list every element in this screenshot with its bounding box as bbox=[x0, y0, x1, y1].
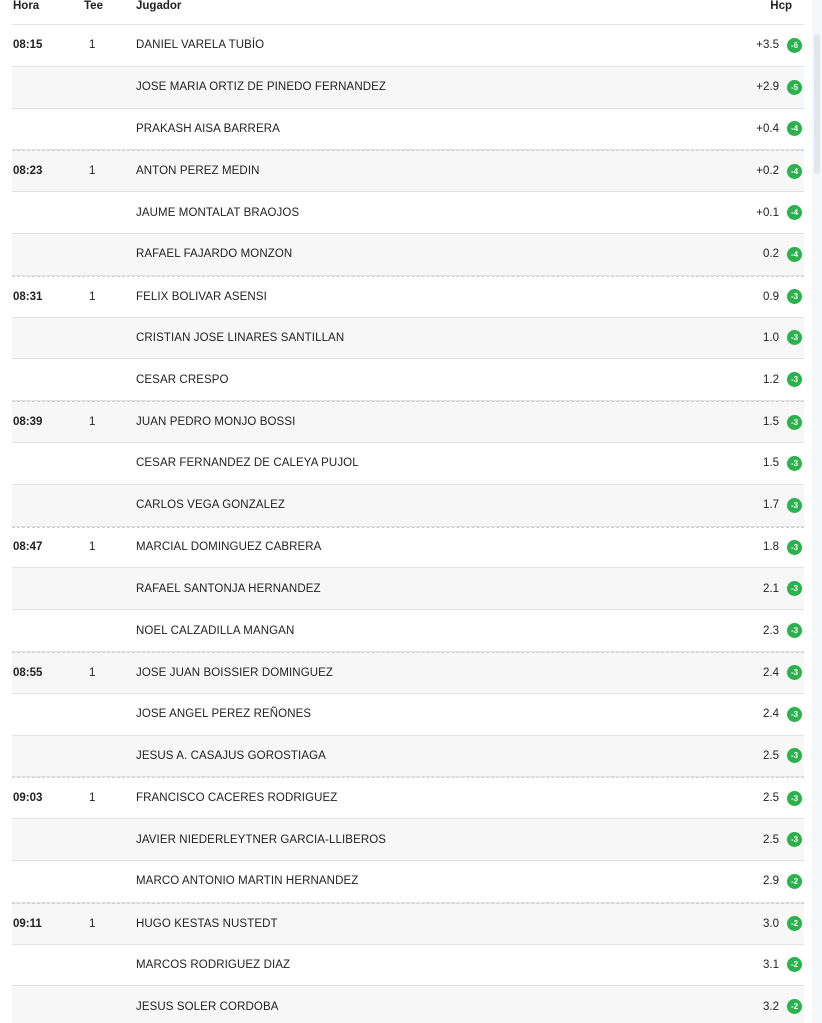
player-name: FRANCISCO CACERES RODRIGUEZ bbox=[136, 792, 338, 805]
tee-time: 08:15 bbox=[13, 39, 43, 52]
handicap-cell bbox=[714, 832, 804, 847]
playing-handicap-badge: -4 bbox=[787, 247, 802, 262]
handicap-value: +0.2 bbox=[756, 165, 779, 178]
handicap-cell bbox=[714, 247, 804, 262]
playing-handicap-badge: -3 bbox=[787, 623, 802, 638]
tee-number: 1 bbox=[89, 666, 96, 679]
tee-number: 1 bbox=[89, 416, 96, 429]
tee-time: 08:39 bbox=[13, 416, 43, 429]
handicap-value: +3.5 bbox=[756, 39, 779, 52]
handicap-value: 2.4 bbox=[763, 708, 779, 721]
handicap-cell bbox=[714, 121, 804, 136]
playing-handicap-badge: -2 bbox=[787, 957, 802, 972]
table-row[interactable] bbox=[12, 25, 804, 67]
table-row[interactable] bbox=[12, 903, 804, 945]
tee-time: 08:47 bbox=[13, 541, 43, 554]
handicap-value: 3.0 bbox=[763, 917, 779, 930]
playing-handicap-badge: -3 bbox=[787, 540, 802, 555]
playing-handicap-badge: -3 bbox=[787, 581, 802, 596]
table-row[interactable] bbox=[12, 568, 804, 610]
handicap-cell bbox=[714, 372, 804, 387]
player-name: MARCIAL DOMINGUEZ CABRERA bbox=[136, 541, 322, 554]
handicap-cell bbox=[714, 623, 804, 638]
handicap-cell bbox=[714, 999, 804, 1014]
handicap-value: +2.9 bbox=[756, 81, 779, 94]
player-name: JAUME MONTALAT BRAOJOS bbox=[136, 206, 300, 219]
playing-handicap-badge: -4 bbox=[787, 164, 802, 179]
handicap-cell bbox=[714, 498, 804, 513]
table-row[interactable] bbox=[12, 610, 804, 652]
playing-handicap-badge: -3 bbox=[787, 791, 802, 806]
table-row[interactable] bbox=[12, 443, 804, 485]
handicap-value: 2.1 bbox=[763, 582, 779, 595]
table-row[interactable] bbox=[12, 861, 804, 903]
player-name: JOSE ANGEL PEREZ REÑONES bbox=[136, 708, 312, 721]
playing-handicap-badge: -4 bbox=[787, 205, 802, 220]
handicap-cell bbox=[714, 289, 804, 304]
playing-handicap-badge: -3 bbox=[787, 372, 802, 387]
player-name: FELIX BOLIVAR ASENSI bbox=[136, 290, 267, 303]
tee-number: 1 bbox=[89, 290, 96, 303]
player-name: NOEL CALZADILLA MANGAN bbox=[136, 624, 295, 637]
table-row[interactable] bbox=[12, 485, 804, 527]
playing-handicap-badge: -3 bbox=[787, 415, 802, 430]
player-name: ANTON PEREZ MEDIN bbox=[136, 165, 260, 178]
handicap-value: 1.2 bbox=[763, 373, 779, 386]
handicap-cell bbox=[714, 874, 804, 889]
handicap-value: 2.5 bbox=[763, 792, 779, 805]
header-tee: Tee bbox=[84, 0, 103, 12]
table-row[interactable] bbox=[12, 401, 804, 443]
table-row[interactable] bbox=[12, 986, 804, 1023]
table-row[interactable] bbox=[12, 318, 804, 360]
table-row[interactable] bbox=[12, 359, 804, 401]
table-row[interactable] bbox=[12, 777, 804, 819]
handicap-cell bbox=[714, 80, 804, 95]
handicap-value: 1.8 bbox=[763, 541, 779, 554]
table-row[interactable] bbox=[12, 150, 804, 192]
handicap-value: 2.3 bbox=[763, 624, 779, 637]
handicap-cell bbox=[714, 540, 804, 555]
handicap-value: 3.2 bbox=[763, 1000, 779, 1013]
handicap-cell bbox=[714, 205, 804, 220]
table-row[interactable] bbox=[12, 945, 804, 987]
player-name: DANIEL VARELA TUBÍO bbox=[136, 39, 265, 52]
player-name: MARCO ANTONIO MARTIN HERNANDEZ bbox=[136, 875, 359, 888]
player-name: CESAR FERNANDEZ DE CALEYA PUJOL bbox=[136, 457, 359, 470]
player-name: CARLOS VEGA GONZALEZ bbox=[136, 499, 285, 512]
handicap-cell bbox=[714, 748, 804, 763]
player-name: CESAR CRESPO bbox=[136, 373, 229, 386]
header-hcp: Hcp bbox=[770, 0, 792, 12]
player-name: JOSE MARIA ORTIZ DE PINEDO FERNANDEZ bbox=[136, 81, 387, 94]
playing-handicap-badge: -5 bbox=[787, 80, 802, 95]
player-name: MARCOS RODRIGUEZ DIAZ bbox=[136, 958, 291, 971]
tee-times-table bbox=[12, 0, 804, 1023]
table-row[interactable] bbox=[12, 694, 804, 736]
handicap-value: 1.0 bbox=[763, 331, 779, 344]
tee-number: 1 bbox=[89, 165, 96, 178]
tee-number: 1 bbox=[89, 39, 96, 52]
tee-time: 09:03 bbox=[13, 792, 43, 805]
playing-handicap-badge: -3 bbox=[787, 665, 802, 680]
handicap-cell bbox=[714, 330, 804, 345]
handicap-value: 0.2 bbox=[763, 248, 779, 261]
tee-time: 08:23 bbox=[13, 165, 43, 178]
playing-handicap-badge: -3 bbox=[787, 707, 802, 722]
handicap-value: 1.5 bbox=[763, 416, 779, 429]
player-name: JUAN PEDRO MONJO BOSSI bbox=[136, 416, 296, 429]
table-row[interactable] bbox=[12, 527, 804, 569]
handicap-cell bbox=[714, 916, 804, 931]
handicap-cell bbox=[714, 164, 804, 179]
handicap-cell bbox=[714, 791, 804, 806]
player-name: PRAKASH AISA BARRERA bbox=[136, 122, 280, 135]
playing-handicap-badge: -4 bbox=[787, 121, 802, 136]
playing-handicap-badge: -3 bbox=[787, 330, 802, 345]
table-row[interactable] bbox=[12, 67, 804, 109]
playing-handicap-badge: -2 bbox=[787, 916, 802, 931]
table-row[interactable] bbox=[12, 234, 804, 276]
handicap-cell bbox=[714, 707, 804, 722]
handicap-value: 2.5 bbox=[763, 833, 779, 846]
tee-time: 08:31 bbox=[13, 290, 43, 303]
handicap-cell bbox=[714, 581, 804, 596]
handicap-value: 0.9 bbox=[763, 290, 779, 303]
player-name: JAVIER NIEDERLEYTNER GARCIA-LLIBEROS bbox=[136, 833, 387, 846]
player-name: RAFAEL SANTONJA HERNANDEZ bbox=[136, 582, 321, 595]
handicap-cell bbox=[714, 456, 804, 471]
header-hora: Hora bbox=[13, 0, 40, 12]
table-row[interactable] bbox=[12, 819, 804, 861]
table-row[interactable] bbox=[12, 736, 804, 778]
table-header bbox=[12, 0, 804, 25]
playing-handicap-badge: -3 bbox=[787, 498, 802, 513]
playing-handicap-badge: -6 bbox=[787, 38, 802, 53]
tee-time: 09:11 bbox=[13, 917, 42, 930]
tee-number: 1 bbox=[89, 792, 96, 805]
playing-handicap-badge: -2 bbox=[787, 874, 802, 889]
handicap-cell bbox=[714, 957, 804, 972]
table-row[interactable] bbox=[12, 652, 804, 694]
playing-handicap-badge: -3 bbox=[787, 832, 802, 847]
handicap-value: 2.4 bbox=[763, 666, 779, 679]
player-name: HUGO KESTAS NUSTEDT bbox=[136, 917, 278, 930]
handicap-value: +0.1 bbox=[756, 206, 779, 219]
table-row[interactable] bbox=[12, 276, 804, 318]
tee-number: 1 bbox=[89, 541, 96, 554]
player-name: CRISTIAN JOSE LINARES SANTILLAN bbox=[136, 331, 345, 344]
header-jugador: Jugador bbox=[136, 0, 182, 12]
playing-handicap-badge: -3 bbox=[787, 748, 802, 763]
tee-number: 1 bbox=[89, 917, 96, 930]
playing-handicap-badge: -2 bbox=[787, 999, 802, 1014]
player-name: JESUS SOLER CORDOBA bbox=[136, 1000, 279, 1013]
handicap-cell bbox=[714, 38, 804, 53]
tee-time: 08:55 bbox=[13, 666, 43, 679]
handicap-value: 1.7 bbox=[763, 499, 779, 512]
playing-handicap-badge: -3 bbox=[787, 456, 802, 471]
player-name: JOSE JUAN BOISSIER DOMINGUEZ bbox=[136, 666, 334, 679]
handicap-cell bbox=[714, 665, 804, 680]
table-row[interactable] bbox=[12, 192, 804, 234]
player-name: JESUS A. CASAJUS GOROSTIAGA bbox=[136, 749, 326, 762]
handicap-value: 1.5 bbox=[763, 457, 779, 470]
handicap-value: 2.5 bbox=[763, 749, 779, 762]
player-name: RAFAEL FAJARDO MONZON bbox=[136, 248, 293, 261]
table-body bbox=[12, 25, 804, 1023]
handicap-cell bbox=[714, 415, 804, 430]
scrollbar[interactable] bbox=[812, 0, 822, 1023]
playing-handicap-badge: -3 bbox=[787, 289, 802, 304]
scrollbar-thumb[interactable] bbox=[814, 34, 820, 174]
handicap-value: +0.4 bbox=[756, 122, 779, 135]
table-row[interactable] bbox=[12, 109, 804, 151]
handicap-value: 2.9 bbox=[763, 875, 779, 888]
handicap-value: 3.1 bbox=[763, 958, 779, 971]
